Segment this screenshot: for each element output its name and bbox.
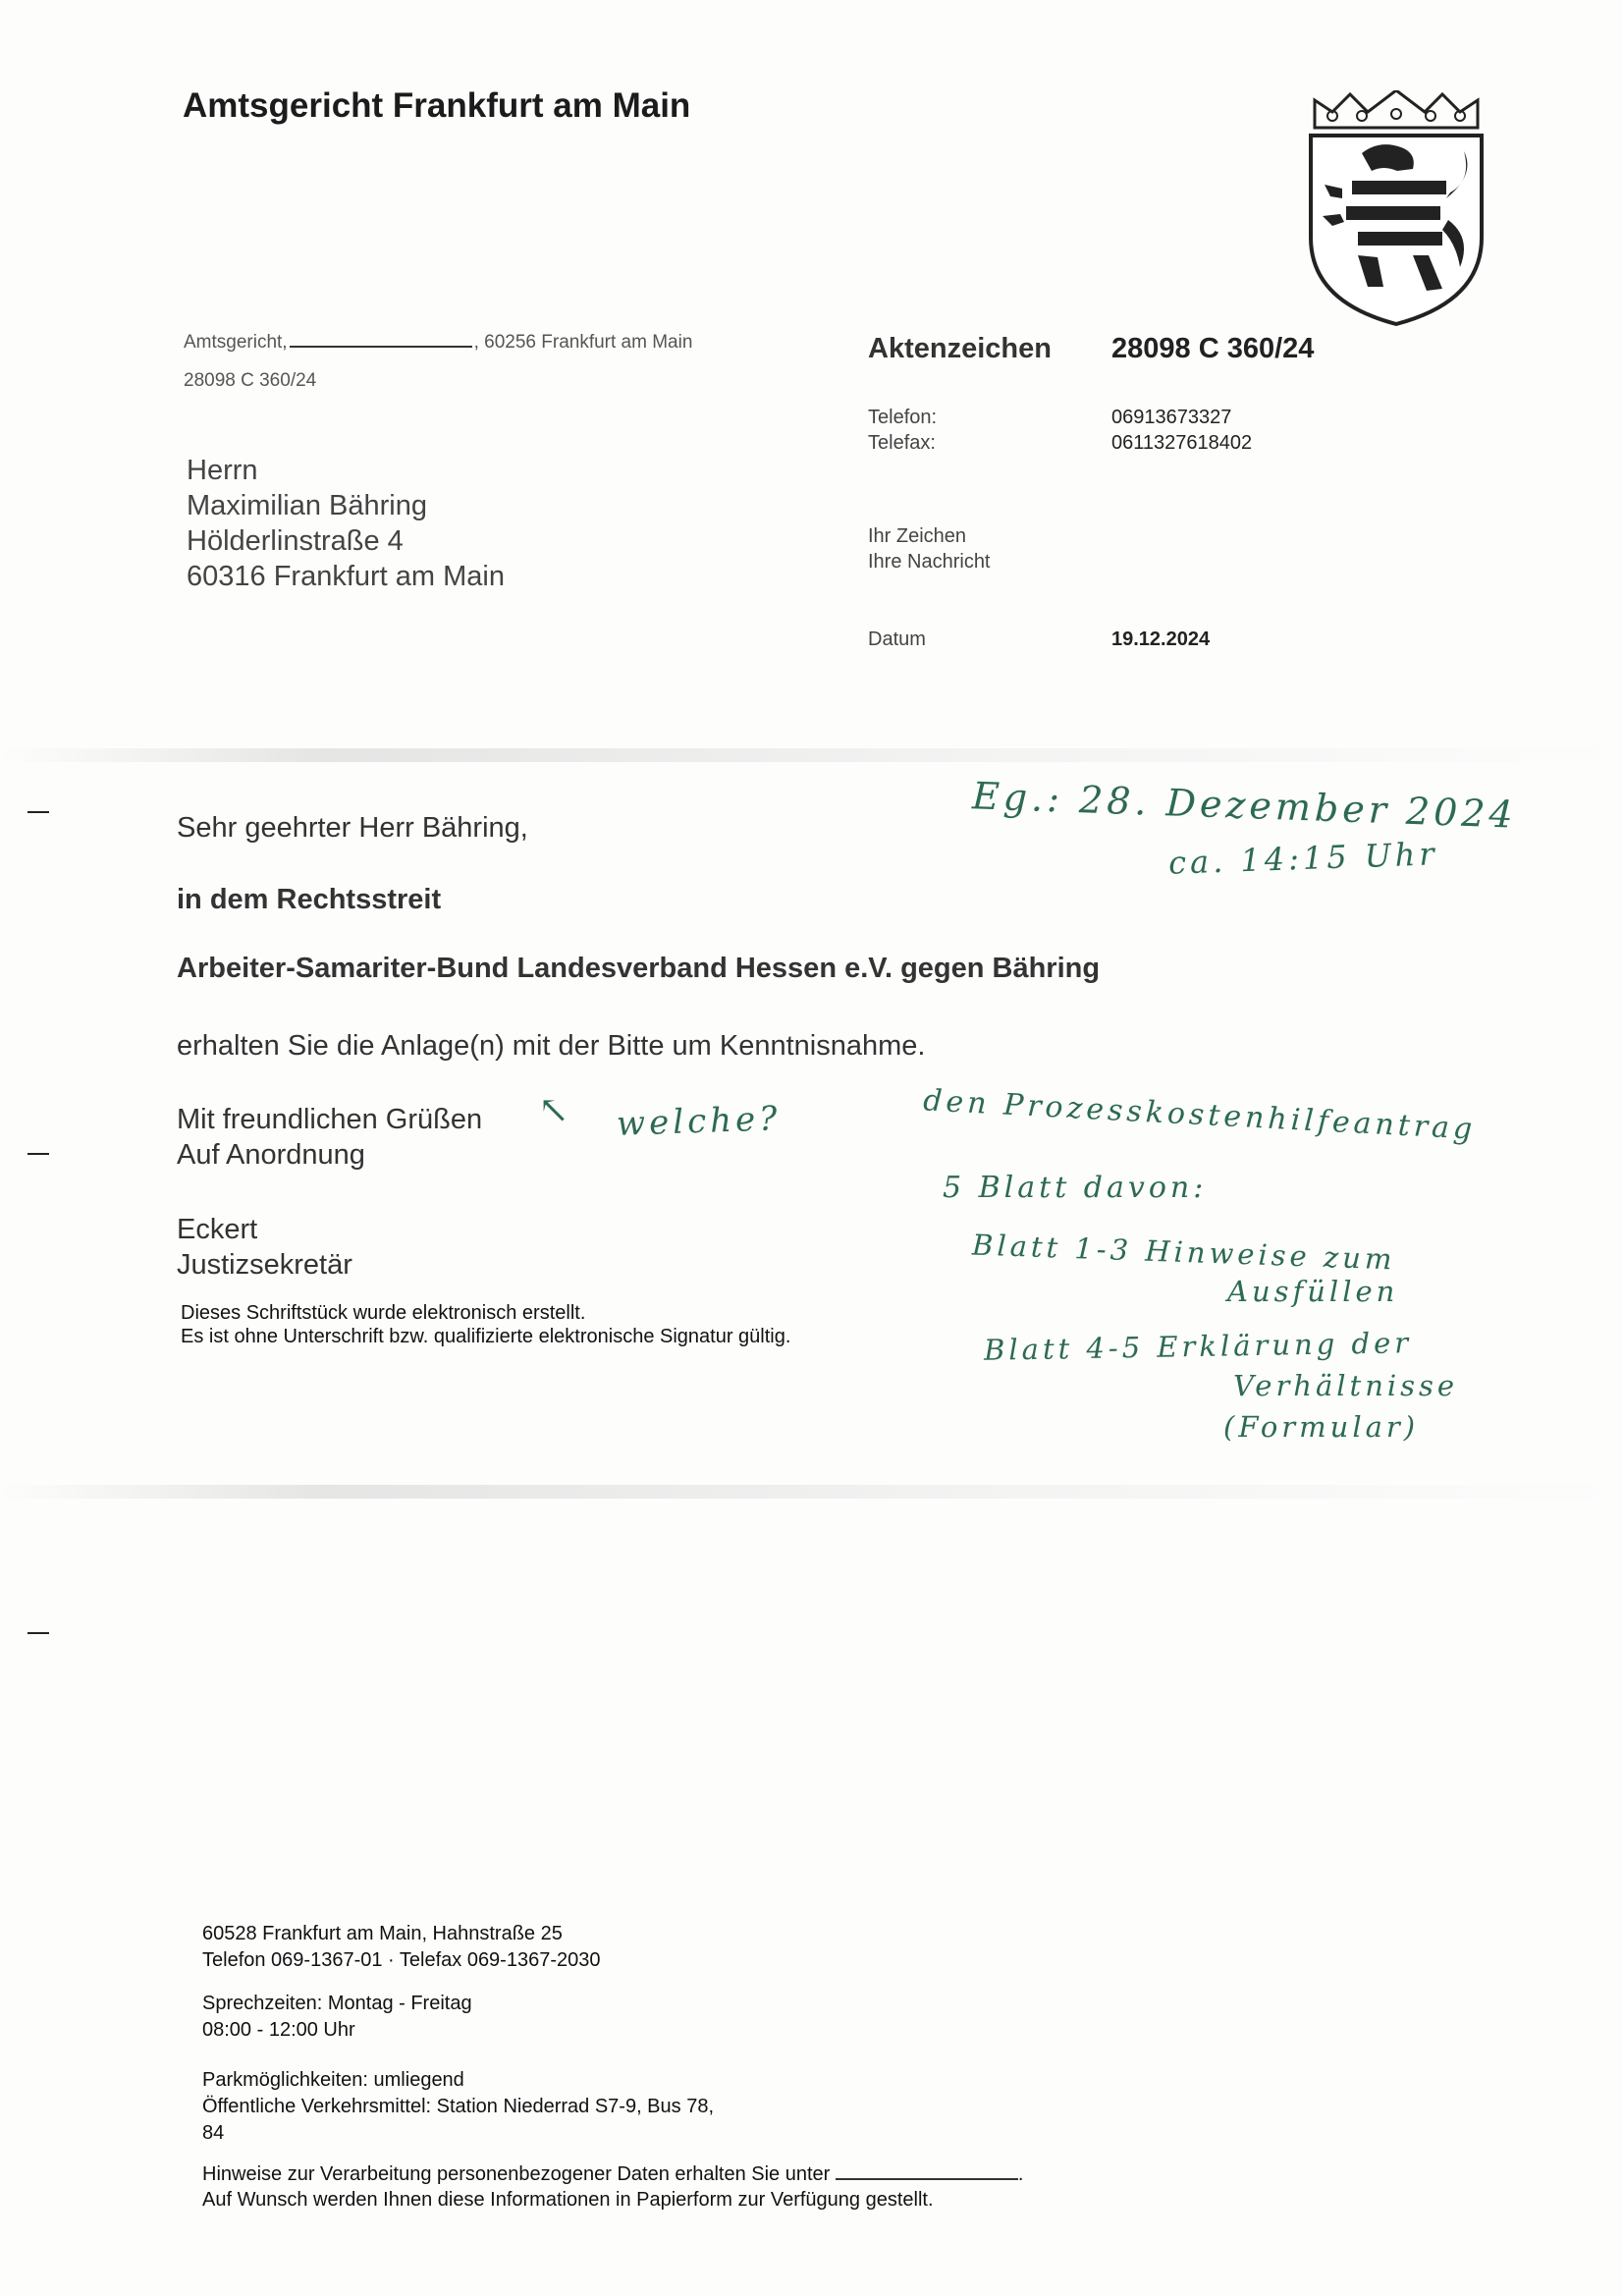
scan-streak [0,748,1623,762]
by-order: Auf Anordnung [177,1139,365,1171]
hessen-coat-of-arms-icon [1303,90,1489,326]
privacy-text: Hinweise zur Verarbeitung personenbezogener Daten erhalten Sie unter [202,2163,831,2185]
handwritten-note-6: Verhältnisse [1233,1369,1459,1402]
signer-name: Eckert [177,1214,258,1245]
greeting: Sehr geehrter Herr Bähring, [177,812,528,844]
ihre-nachricht-label: Ihre Nachricht [868,551,991,573]
footer-parking: Parkmöglichkeiten: umliegend [202,2069,464,2091]
sender-reference: 28098 C 360/24 [184,370,317,391]
telefax-value: 0611327618402 [1111,432,1253,454]
ihr-zeichen-label: Ihr Zeichen [868,525,967,547]
scan-streak [0,1485,1623,1499]
privacy-period: . [1017,2163,1024,2185]
handwritten-note-4: Ausfüllen [1227,1275,1399,1308]
handwritten-received-time: ca. 14:15 Uhr [1167,835,1439,882]
telefon-value: 06913673327 [1111,407,1232,428]
fold-mark [27,1632,49,1634]
electronic-note-1: Dieses Schriftstück wurde elektronisch erstellt. [181,1302,586,1324]
sender-prefix: Amtsgericht, [184,332,288,353]
footer-privacy-2: Auf Wunsch werden Ihnen diese Informationen in Papierform zur Verfügung gestellt. [202,2189,934,2211]
signer-title: Justizsekretär [177,1249,352,1281]
sender-line [184,332,692,354]
fold-mark [27,1153,49,1155]
closing: Mit freundlichen Grüßen [177,1104,483,1135]
case-parties: Arbeiter-Samariter-Bund Landesverband Hessen e.V. gegen Bähring [177,953,1101,984]
handwritten-note-3: Blatt 1-3 Hinweise zum [971,1228,1397,1277]
case-intro: in dem Rechtsstreit [177,884,442,915]
message-text: erhalten Sie die Anlage(n) mit der Bitte um Kenntnisnahme. [177,1030,926,1062]
aktenzeichen-value: 28098 C 360/24 [1111,333,1315,364]
fold-mark [27,811,49,813]
footer-transit-1: Öffentliche Verkehrsmittel: Station Niederrad S7-9, Bus 78, [202,2096,715,2117]
handwritten-question: welche? [616,1099,783,1144]
datum-value: 19.12.2024 [1111,629,1211,650]
electronic-note-2: Es ist ohne Unterschrift bzw. qualifizierte elektronische Signatur gültig. [181,1326,791,1347]
telefon-label: Telefon: [868,407,938,428]
recipient-salutation: Herrn [187,455,258,486]
telefax-label: Telefax: [868,432,936,454]
handwritten-note-1: den Prozesskostenhilfeantrag [922,1083,1478,1147]
footer-hours-label: Sprechzeiten: Montag - Freitag [202,1993,472,2014]
footer-phone-fax: Telefon 069-1367-01 · Telefax 069-1367-2030 [202,1949,601,1971]
handwritten-note-2: 5 Blatt davon: [943,1171,1208,1205]
datum-label: Datum [868,629,926,650]
footer-transit-2: 84 [202,2122,225,2144]
handwritten-received-date: Eg.: 28. Dezember 2024 [971,774,1518,837]
handwritten-arrow: ↖ [538,1088,573,1131]
recipient-name: Maximilian Bähring [187,490,427,521]
footer-address: 60528 Frankfurt am Main, Hahnstraße 25 [202,1923,563,1944]
sender-suffix: , 60256 Frankfurt am Main [473,332,693,353]
footer-privacy-1 [202,2163,1023,2186]
handwritten-note-5: Blatt 4-5 Erklärung der [983,1326,1413,1367]
aktenzeichen-label: Aktenzeichen [868,333,1052,364]
recipient-city: 60316 Frankfurt am Main [187,561,505,592]
handwritten-note-7: (Formular) [1223,1410,1420,1444]
court-name: Amtsgericht Frankfurt am Main [183,86,691,125]
footer-hours-time: 08:00 - 12:00 Uhr [202,2019,355,2041]
privacy-url-blank [836,2164,1018,2180]
recipient-street: Hölderlinstraße 4 [187,525,404,557]
sender-blank-line [290,332,472,348]
